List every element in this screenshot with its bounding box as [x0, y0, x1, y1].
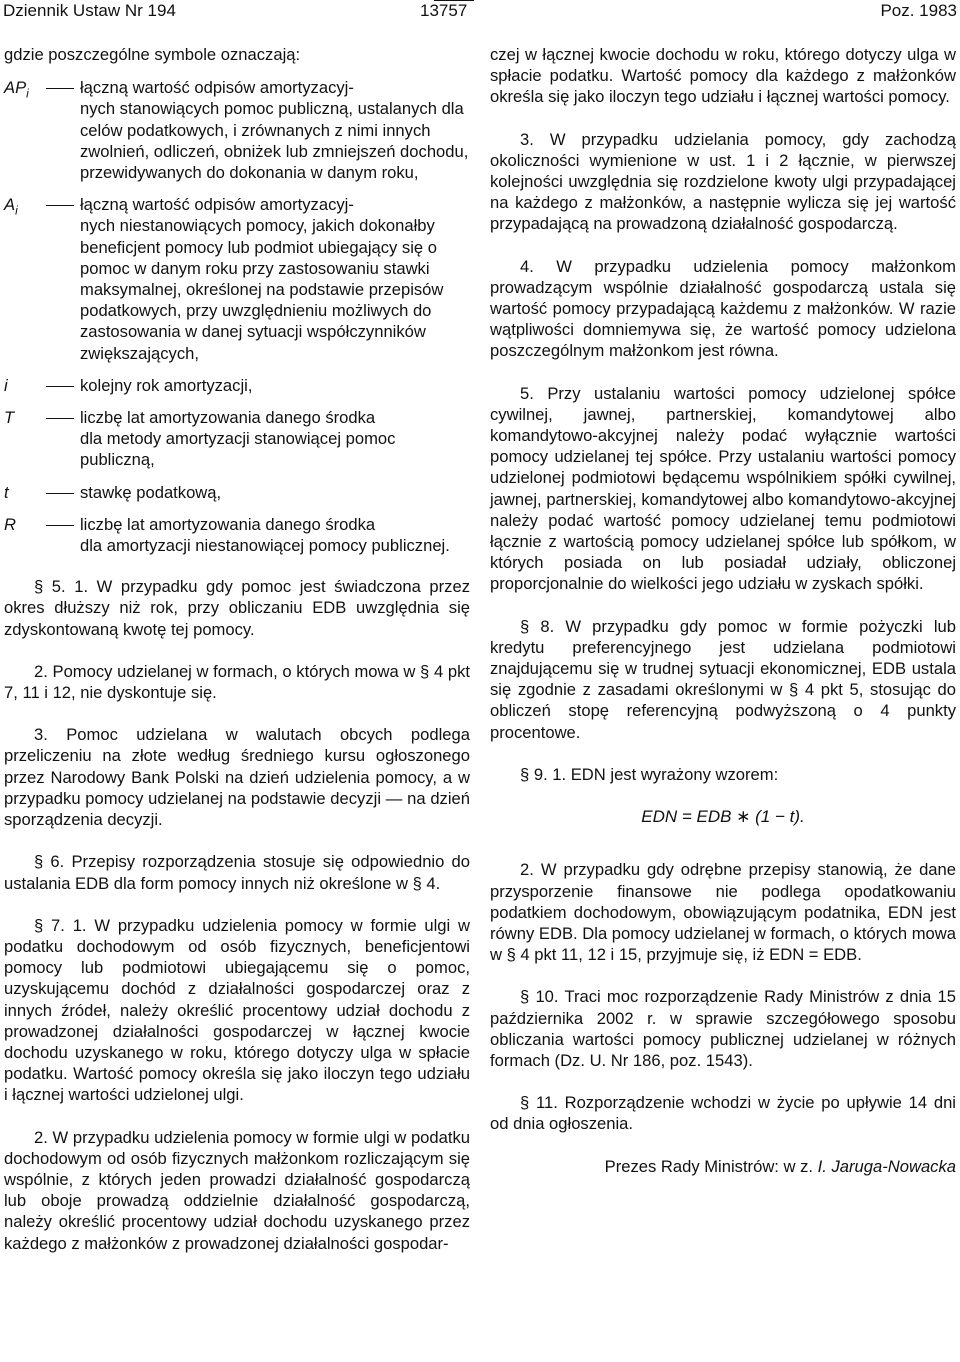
definition-text: łączną wartość odpisów amortyzacyj- nych stanowiących pomoc publiczną, ustalanych dla celów podatkowych, i zrównanych z nimi innych zwolnień, odliczeń, obniżek lub zmniejszeń dochodu, przewidywanych do dokonania w danym roku,	[46, 77, 470, 183]
definition-text: liczbę lat amortyzowania danego środka dla metody amortyzacji stanowiącej pomoc publiczną,	[46, 407, 470, 471]
paragraph-8: § 8. W przypadku gdy pomoc w formie pożyczki lub kredytu preferencyjnego jest udzielana podmiotowi znajdującemu się w trudnej sytuacji ekonomicznej, EDB ustala się zgodnie z zasadami określonymi w § 4 pkt 5, stosując do obliczeń stopę referencyjną podwyższoną o 4 punkty procentowe.	[490, 616, 956, 742]
definition-item	[4, 407, 470, 471]
definition-text: stawkę podatkową,	[46, 482, 470, 503]
definition-text: łączną wartość odpisów amortyzacyj- nych niestanowiących pomocy, jakich dokonałby beneficjent pomocy lub podmiot ubiegający się o pomoc w danym roku przy zastosowaniu stawki maksymalnej, określonej na podstawie przepisów podatkowych, przy uwzględnieniu możliwych do zastosowania w danej sytuacji współczynników zwiększających,	[46, 194, 470, 364]
definition-text: liczbę lat amortyzowania danego środka dla amortyzacji niestanowiącej pomocy publicznej.	[46, 514, 470, 556]
definition-item	[4, 77, 470, 183]
paragraph-7-1: § 7. 1. W przypadku udzielenia pomocy w formie ulgi w podatku dochodowym od osób fizycznych, beneficjentowi pomocy lub podmiotowi ubiegającemu się o pomoc, uzyskującemu dochód z działalności gospodarczej oraz z innych źródeł, należy określić procentowy udział dochodu z prowadzonej działalności gospodarczej w łącznej kwocie dochodu uzyskanego w roku, którego dotyczy ulga w spłacie podatku. Wartość pomocy określa się jako iloczyn tego udziału i łącznej wartości udzielonej ulgi.	[4, 915, 470, 1105]
definition-symbol: $AP_i$	[4, 78, 29, 101]
page-number-text: 13757	[420, 1, 468, 20]
definitions-intro: gdzie poszczególne symbole oznaczają:	[4, 45, 301, 64]
paragraph-7-2: 2. W przypadku udzielenia pomocy w formie ulgi w podatku dochodowym od osób fizycznych małżonkom rozliczającym się wspólnie, z których jeden prowadzi działalność gospodarczą lub oboje prowadzą oddzielnie działalność gospodarczą, należy określić procentowy udział dochodu uzyskanego przez każdego z małżonków z prowadzonej działalności gospodar-	[4, 1127, 470, 1253]
paragraph-6: § 6. Przepisy rozporządzenia stosuje się odpowiednio do ustalania EDB dla form pomocy innych niż określone w § 4.	[4, 852, 470, 893]
definition-item	[4, 375, 470, 396]
definition-symbol: i	[4, 375, 8, 395]
paragraph-11: § 11. Rozporządzenie wchodzi w życie po upływie 14 dni od dnia ogłoszenia.	[490, 1093, 956, 1134]
paragraph-7-4: 4. W przypadku udzielenia pomocy małżonkom prowadzącym wspólnie działalność gospodarczą ustala się wartość pomocy przypadającą każdemu z małżonków. W razie wątpliwości domniemywa się, że wartość pomocy udzielona poszczególnym małżonkom jest równa.	[490, 256, 956, 361]
paragraph-9-2: 2. W przypadku gdy odrębne przepisy stanowią, że dane przysporzenie finansowe nie podlega opodatkowaniu podatkiem dochodowym, obowiązującym podatnika, EDN jest równy EDB. Dla pomocy udzielanej w formach, o których mowa w § 4 pkt 11, 12 i 15, przyjmuje się, iż EDN = EDB.	[490, 860, 956, 965]
journal-title: Dziennik Ustaw Nr 194	[3, 1, 176, 20]
definition-item	[4, 194, 470, 364]
paragraph-5-2: 2. Pomocy udzielanej w formach, o których mowa w § 4 pkt 7, 11 i 12, nie dyskontuje się.	[4, 661, 470, 703]
signature-name: I. Jaruga-Nowacka	[817, 1156, 956, 1176]
position-label: Poz. 1983	[880, 1, 957, 20]
page-header	[0, 0, 960, 22]
right-column	[490, 44, 956, 1177]
header-rule-right	[434, 0, 474, 1]
definition-symbol: R	[4, 514, 16, 534]
paragraph-10: § 10. Traci moc rozporządzenie Rady Ministrów z dnia 15 października 2002 r. w sprawie szczegółowego sposobu obliczania wartości pomocy publicznej udzielanej w różnych formach (Dz. U. Nr 186, poz. 1543).	[490, 987, 956, 1070]
definition-symbol: $A_i$	[4, 195, 18, 218]
definition-item	[4, 482, 470, 503]
signature-label: Prezes Rady Ministrów: w z.	[604, 1156, 814, 1176]
paragraph-7-3: 3. W przypadku udzielania pomocy, gdy zachodzą okoliczności wymienione w ust. 1 i 2 łącznie, w pierwszej kolejności uwzględnia się rozdzielone kwoty ulgi przypadającej na każdego z małżonków, a następnie wylicza się jej wartość przypadającą na prowadzoną działalność gospodarczą.	[490, 129, 956, 234]
left-column	[4, 44, 470, 1254]
paragraph-9-1: § 9. 1. EDN jest wyrażony wzorem:	[520, 764, 779, 784]
definition-text: kolejny rok amortyzacji,	[46, 375, 470, 396]
paragraph-5-3: 3. Pomoc udzielana w walutach obcych podlega przeliczeniu na złote według średniego kursu ogłoszonego przez Narodowy Bank Polski na dzień udzielenia pomocy, a w przypadku pomocy udzielanej na podstawie decyzji — na dzień sporządzenia decyzji.	[4, 725, 470, 830]
paragraph-5-1: § 5. 1. W przypadku gdy pomoc jest świadczona przez okres dłuższy niż rok, przy obliczaniu EDB uwzględnia się zdyskontowaną kwotę tej pomocy.	[4, 577, 470, 639]
paragraph-7-2-continued: czej w łącznej kwocie dochodu w roku, którego dotyczy ulga w spłacie podatku. Wartość pomocy dla każdego z małżonków określa się jako iloczyn tego udziału i łącznej wartości pomocy.	[490, 45, 956, 107]
signature	[490, 1156, 956, 1177]
paragraph-7-5: 5. Przy ustalaniu wartości pomocy udzielonej spółce cywilnej, jawnej, partnerskiej, komandytowej albo komandytowo-akcyjnej należy podać wyłącznie wartości pomocy udzielanej tej spółce. Przy ustalaniu wartości pomocy udzielonej podmiotowi będącemu wspólnikiem spółki cywilnej, jawnej, partnerskiej, komandytowej albo komandytowo-akcyjnej należy podać wartość pomocy udzielanej temu podmiotowi łącznie z wartością pomocy udzielanej spółce lub spółkom, w których posiada on lub posiadał udziały, obliczonej proporcjonalnie do wielkości jego udziału w zyskach spółki.	[490, 383, 956, 594]
definition-item	[4, 514, 470, 556]
edn-formula: EDN = EDB ∗ (1 − t).	[641, 807, 805, 827]
definition-symbol: T	[4, 408, 15, 428]
definition-symbol: t	[4, 482, 9, 502]
